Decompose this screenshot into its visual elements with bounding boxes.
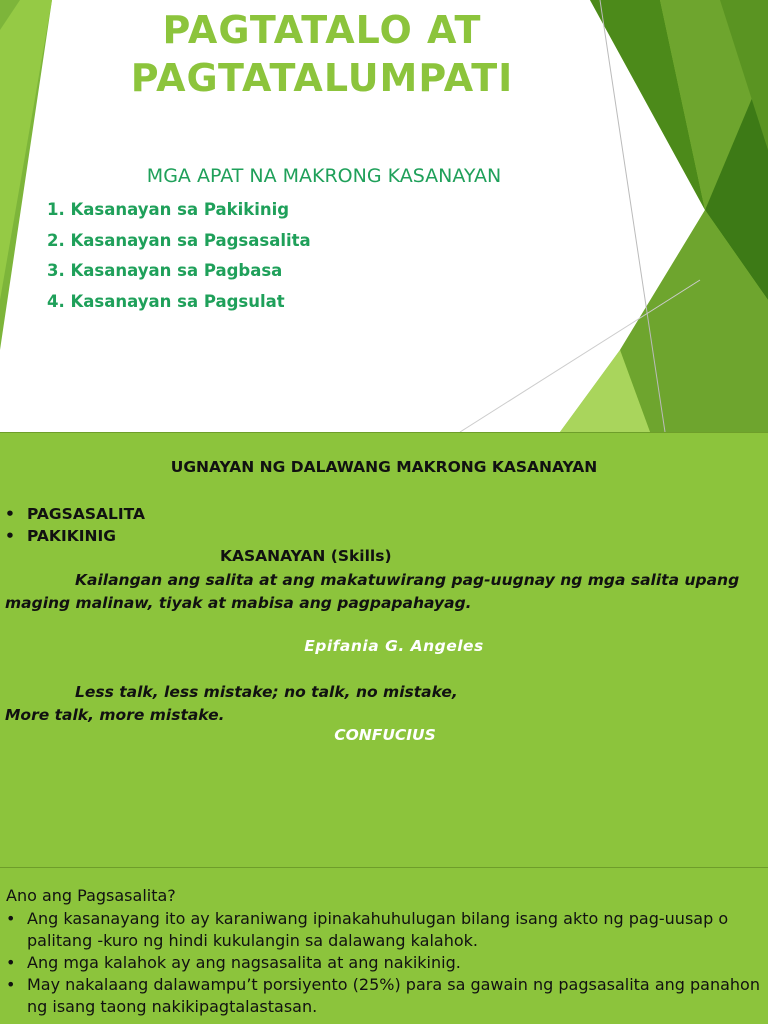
quote-text	[5, 681, 765, 727]
title-line-1: PAGTATALO AT	[162, 8, 482, 52]
slide-title-heading	[0, 6, 644, 102]
list-item: 4. Kasanayan sa Pagsulat	[47, 291, 285, 311]
list-item: • Ang mga kalahok ay ang nagsasalita at ang nakikinig.	[6, 952, 761, 974]
slide-heading: UGNAYAN NG DALAWANG MAKRONG KASANAYAN	[170, 458, 598, 476]
slide-subtitle: MGA APAT NA MAKRONG KASANAYAN	[146, 165, 502, 187]
bullet-list	[5, 503, 145, 547]
quote-author: Epifania G. Angeles	[304, 637, 484, 655]
slide-title	[0, 0, 768, 432]
quote-author: CONFUCIUS	[334, 726, 436, 744]
skills-list	[47, 199, 311, 321]
list-item: 1. Kasanayan sa Pakikinig	[47, 200, 290, 219]
slide-heading: Ano ang Pagsasalita?	[6, 886, 176, 905]
list-item: • May nakalaang dalawampu’t porsiyento (25%) para sa gawain ng pagsasalita ang panahon ng isang taong nakikipagtalastasan.	[6, 974, 761, 1018]
skills-label: KASANAYAN (Skills)	[220, 547, 392, 565]
bullet-list	[6, 908, 761, 1018]
list-item: • PAGSASALITA	[5, 503, 145, 525]
list-item: • PAKIKINIG	[5, 525, 145, 547]
list-item: • Ang kasanayang ito ay karaniwang ipinakahuhulugan bilang isang akto ng pag-uusap o palitang -kuro ng hindi kukulangin sa dalawang kalahok.	[6, 908, 761, 952]
list-item: 3. Kasanayan sa Pagbasa	[47, 261, 283, 280]
quote-text: Kailangan ang salita at ang makatuwirang pag-uugnay ng mga salita upang maging malinaw, tiyak at mabisa ang pagpapahayag.	[5, 571, 740, 612]
list-item: 2. Kasanayan sa Pagsasalita	[47, 230, 311, 250]
title-line-2: PAGTATALUMPATI	[130, 56, 514, 100]
slide-definition	[0, 868, 768, 1024]
quote-line: More talk, more mistake.	[5, 706, 225, 724]
quote-line: Less talk, less mistake; no talk, no mistake,	[75, 683, 458, 701]
slide-relationship	[0, 433, 768, 867]
